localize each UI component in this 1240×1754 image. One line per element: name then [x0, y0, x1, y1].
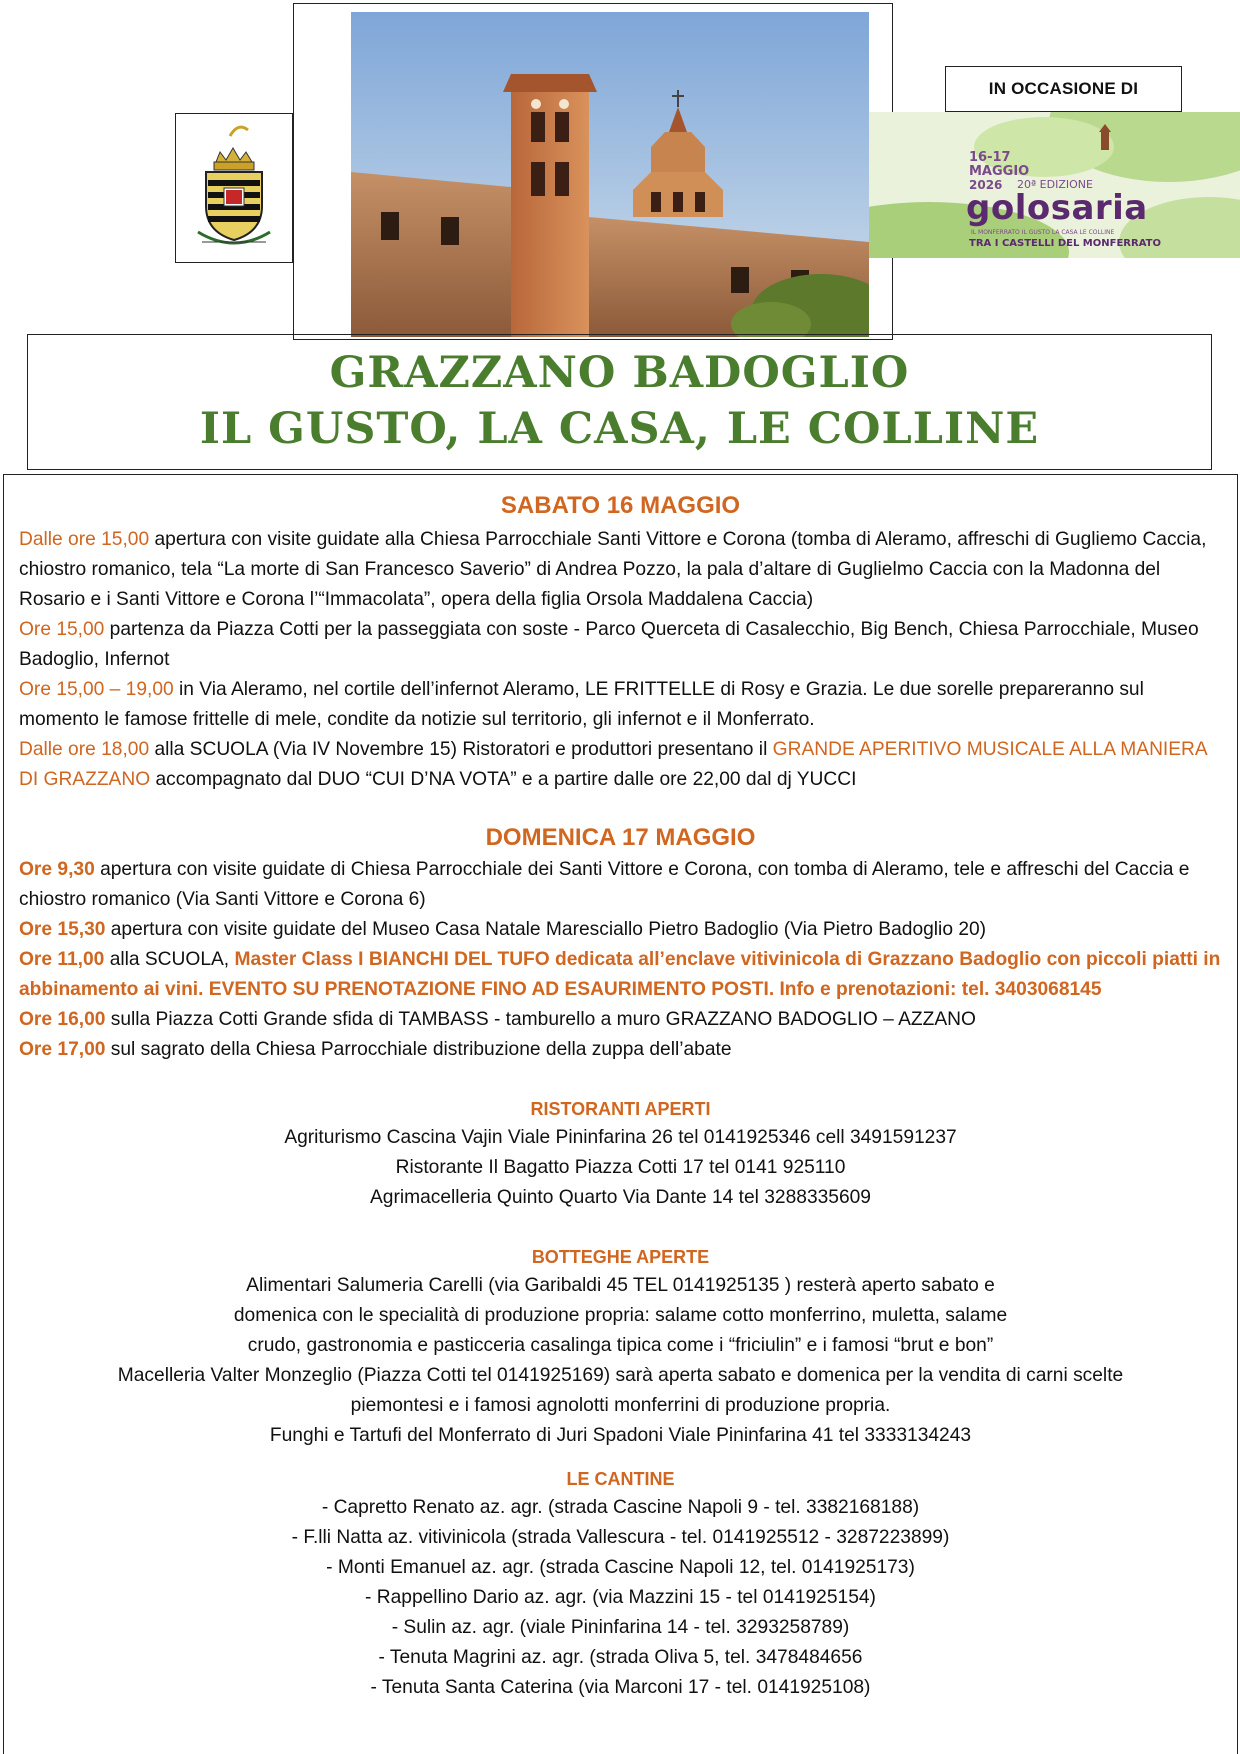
bottega-line: piemontesi e i famosi agnolotti monferrini di produzione propria.	[350, 1395, 891, 1416]
bottega-line: domenica con le specialità di produzione propria: salame cotto monferrino, muletta, salame	[233, 1305, 1008, 1326]
sunday-item	[4, 1035, 1237, 1065]
item-text: apertura con visite guidate alla Chiesa Parrocchiale Santi Vittore e Corona (tomba di Aleramo, affreschi di Gugliemo Caccia, chiostro romanico, tela “La morte di San Francesco Saverio” di Andrea Pozzo, la pala d’altare di Guglielmo Caccia con la Madonna del Rosario e i Santi Vittore e Corona l’“Immacolata”, opera della figlia Orsola Maddalena Caccia)	[19, 529, 1207, 610]
bottega-line: Macelleria Valter Monzeglio (Piazza Cotti tel 0141925169) sarà aperta sabato e domenica per la vendita di carni scelte	[117, 1365, 1124, 1386]
golosaria-year: 2026	[969, 178, 1003, 192]
event-title-line2: IL GUSTO, LA CASA, LE COLLINE	[199, 404, 1040, 454]
item-time: Dalle ore 18,00	[19, 739, 150, 760]
item-time: Ore 17,00	[19, 1039, 106, 1060]
saturday-aperitivo	[4, 735, 1237, 795]
item-time: Ore 9,30	[19, 859, 95, 880]
cantina-line: - Rappellino Dario az. agr. (via Mazzini 15 - tel 0141925154)	[365, 1587, 876, 1608]
botteghe-heading: BOTTEGHE APERTE	[531, 1247, 710, 1267]
item-time: Ore 15,00	[19, 619, 105, 640]
item-text: accompagnato dal DUO “CUI D’NA VOTA” e a partire dalle ore 22,00 dal dj YUCCI	[150, 769, 857, 790]
masterclass-highlight: Master Class I BIANCHI DEL TUFO dedicata all’enclave vitivinicola di Grazzano Badoglio con piccoli piatti in abbinamento ai vini. EVENTO SU PRENOTAZIONE FINO AD ESAURIMENTO POSTI. Info e prenotazioni: tel. 3403068145	[19, 949, 1221, 1000]
sunday-item	[4, 855, 1237, 915]
ristorante-line: Agrimacelleria Quinto Quarto Via Dante 14 tel 3288335609	[370, 1187, 871, 1208]
saturday-item	[4, 525, 1237, 615]
item-time: Ore 15,30	[19, 919, 106, 940]
ristoranti-heading: RISTORANTI APERTI	[530, 1099, 711, 1119]
item-text: in Via Aleramo, nel cortile dell’infernot Aleramo, LE FRITTELLE di Rosy e Grazia. Le due sorelle prepareranno sul momento le famose frittelle di mele, condite da notizie sul territorio, gli infernot e il Monferrato.	[19, 679, 1144, 730]
program-box	[3, 474, 1238, 1754]
saturday-item	[4, 675, 1237, 735]
occasion-label: IN OCCASIONE DI	[945, 66, 1182, 112]
item-text: sul sagrato della Chiesa Parrocchiale distribuzione della zuppa dell’abate	[105, 1039, 732, 1060]
golosaria-tagline: IL MONFERRATO IL GUSTO LA CASA LE COLLINE	[971, 229, 1115, 236]
item-text: alla SCUOLA (Via IV Novembre 15) Ristoratori e produttori presentano il	[149, 739, 773, 760]
event-title-line1: GRAZZANO BADOGLIO	[329, 348, 910, 398]
sunday-item	[4, 1005, 1237, 1035]
sunday-heading: DOMENICA 17 MAGGIO	[485, 824, 756, 851]
golosaria-brand: golosaria	[966, 188, 1148, 228]
item-text: sulla Piazza Cotti Grande sfida di TAMBASS - tamburello a muro GRAZZANO BADOGLIO – AZZANO	[105, 1009, 976, 1030]
item-text: partenza da Piazza Cotti per la passeggiata con soste - Parco Querceta di Casalecchio, Big Bench, Chiesa Parrocchiale, Museo Badoglio, Infernot	[19, 619, 1199, 670]
aperitivo-highlight: GRANDE APERITIVO MUSICALE ALLA MANIERA DI GRAZZANO	[19, 739, 1207, 790]
cantina-line: - Tenuta Magrini az. agr. (strada Oliva 5, tel. 3478484656	[378, 1647, 863, 1668]
crest-frame	[175, 113, 293, 263]
municipal-crest-icon	[176, 114, 291, 261]
ristorante-line: Agriturismo Cascina Vajin Viale Pininfarina 26 tel 0141925346 cell 3491591237	[284, 1127, 957, 1148]
golosaria-dates: 16-17	[969, 150, 1011, 165]
golosaria-month: MAGGIO	[969, 164, 1030, 179]
item-text: alla SCUOLA,	[104, 949, 235, 970]
cantina-line: - Sulin az. agr. (viale Pininfarina 14 - tel. 3293258789)	[391, 1617, 850, 1638]
cantina-line: - Tenuta Santa Caterina (via Marconi 17 - tel. 0141925108)	[370, 1677, 871, 1698]
church-photo	[351, 12, 869, 337]
cantine-heading: LE CANTINE	[566, 1469, 675, 1489]
saturday-item	[4, 615, 1237, 675]
sunday-item	[4, 915, 1237, 945]
saturday-heading: SABATO 16 MAGGIO	[500, 492, 741, 519]
cantina-line: - F.lli Natta az. vitivinicola (strada Vallescura - tel. 0141925512 - 3287223899)	[291, 1527, 950, 1548]
item-text: apertura con visite guidate di Chiesa Parrocchiale dei Santi Vittore e Corona, con tomba di Aleramo, tele e affreschi del Caccia e chiostro romanico (Via Santi Vittore e Corona 6)	[19, 859, 1190, 910]
sunday-masterclass	[4, 945, 1237, 1005]
item-time: Ore 15,00 – 19,00	[19, 679, 174, 700]
golosaria-logo	[869, 112, 1240, 258]
golosaria-edition: 20ª EDIZIONE	[1017, 178, 1093, 191]
bottega-line: Alimentari Salumeria Carelli (via Garibaldi 45 TEL 0141925135 ) resterà aperto sabato e	[246, 1275, 995, 1296]
bottega-line: crudo, gastronomia e pasticceria casalinga tipica come i “friciulin” e i famosi “brut e bon”	[247, 1335, 994, 1356]
golosaria-subtitle: TRA I CASTELLI DEL MONFERRATO	[969, 238, 1161, 249]
ristorante-line: Ristorante Il Bagatto Piazza Cotti 17 tel 0141 925110	[395, 1157, 846, 1178]
item-time: Ore 11,00	[19, 949, 105, 970]
item-text: apertura con visite guidate del Museo Casa Natale Maresciallo Pietro Badoglio (Via Pietro Badoglio 20)	[105, 919, 987, 940]
event-title-box	[27, 334, 1212, 470]
item-time: Dalle ore 15,00	[19, 529, 150, 550]
cantina-line: - Capretto Renato az. agr. (strada Cascine Napoli 9 - tel. 3382168188)	[321, 1497, 920, 1518]
bottega-line: Funghi e Tartufi del Monferrato di Juri Spadoni Viale Pininfarina 41 tel 3333134243	[269, 1425, 972, 1446]
item-time: Ore 16,00	[19, 1009, 106, 1030]
cantina-line: - Monti Emanuel az. agr. (strada Cascine Napoli 12, tel. 0141925173)	[326, 1557, 915, 1578]
